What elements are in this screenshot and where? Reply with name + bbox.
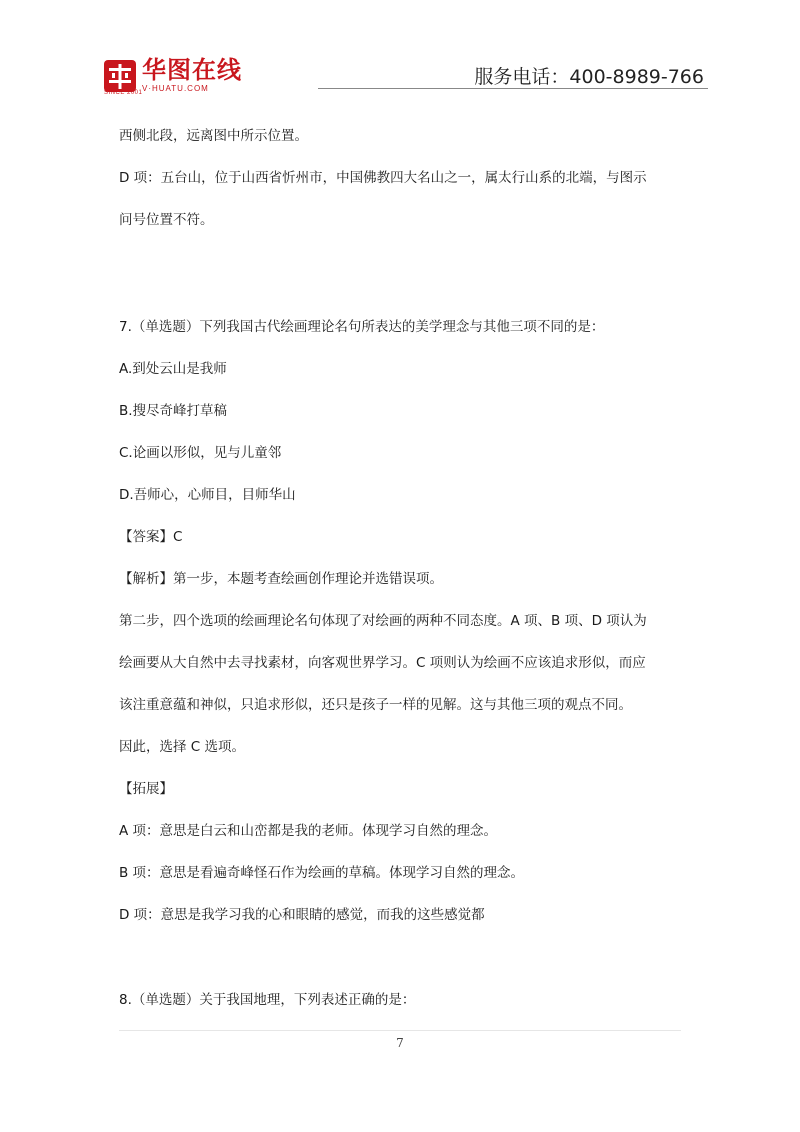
option-c: C.论画以形似，见与儿童邻 <box>119 445 282 461</box>
service-phone: 服务电话：400-8989-766 <box>474 66 704 88</box>
option-a: A.到处云山是我师 <box>119 361 227 377</box>
page-number: 7 <box>396 1036 404 1050</box>
option-b: B.搜尽奇峰打草稿 <box>119 403 228 419</box>
huatu-logo <box>104 58 242 93</box>
extension-d: D 项：意思是我学习我的心和眼睛的感觉，而我的这些感觉都 <box>119 907 485 923</box>
extension-b: B 项：意思是看遍奇峰怪石作为绘画的草稿。体现学习自然的理念。 <box>119 865 525 881</box>
page-header <box>0 0 800 100</box>
extension-heading: 【拓展】 <box>119 781 173 797</box>
question-8-stem: 8.（单选题）关于我国地理，下列表述正确的是： <box>119 992 416 1008</box>
footer-divider <box>119 1030 681 1031</box>
conclusion: 因此，选择 C 选项。 <box>119 739 246 755</box>
text-line: 问号位置不符。 <box>119 212 214 228</box>
option-d: D.吾师心，心师目，目师华山 <box>119 487 296 503</box>
header-divider <box>318 88 708 89</box>
huatu-logo-icon <box>104 60 136 92</box>
logo-since-text: SINCE 2001 <box>104 90 143 96</box>
question-7-stem: 7.（单选题）下列我国古代绘画理论名句所表达的美学理念与其他三项不同的是： <box>119 319 605 335</box>
extension-a: A 项：意思是白云和山峦都是我的老师。体现学习自然的理念。 <box>119 823 498 839</box>
answer: 【答案】C <box>119 529 183 545</box>
text-line: 该注重意蕴和神似，只追求形似，还只是孩子一样的见解。这与其他三项的观点不同。 <box>119 697 632 713</box>
analysis-step-1: 【解析】第一步，本题考查绘画创作理论并选错误项。 <box>119 571 443 587</box>
analysis-step-2: 第二步，四个选项的绘画理论名句体现了对绘画的两种不同态度。A 项、B 项、D 项认为 <box>119 613 647 629</box>
text-line: 西侧北段，远离图中所示位置。 <box>119 128 308 144</box>
text-line: 绘画要从大自然中去寻找素材，向客观世界学习。C 项则认为绘画不应该追求形似，而应 <box>119 655 646 671</box>
logo-chinese-text: 华图在线 <box>142 56 242 84</box>
text-line: D 项：五台山，位于山西省忻州市，中国佛教四大名山之一，属太行山系的北端，与图示 <box>119 170 647 186</box>
logo-domain-text: V·HUATU.COM <box>142 84 209 93</box>
